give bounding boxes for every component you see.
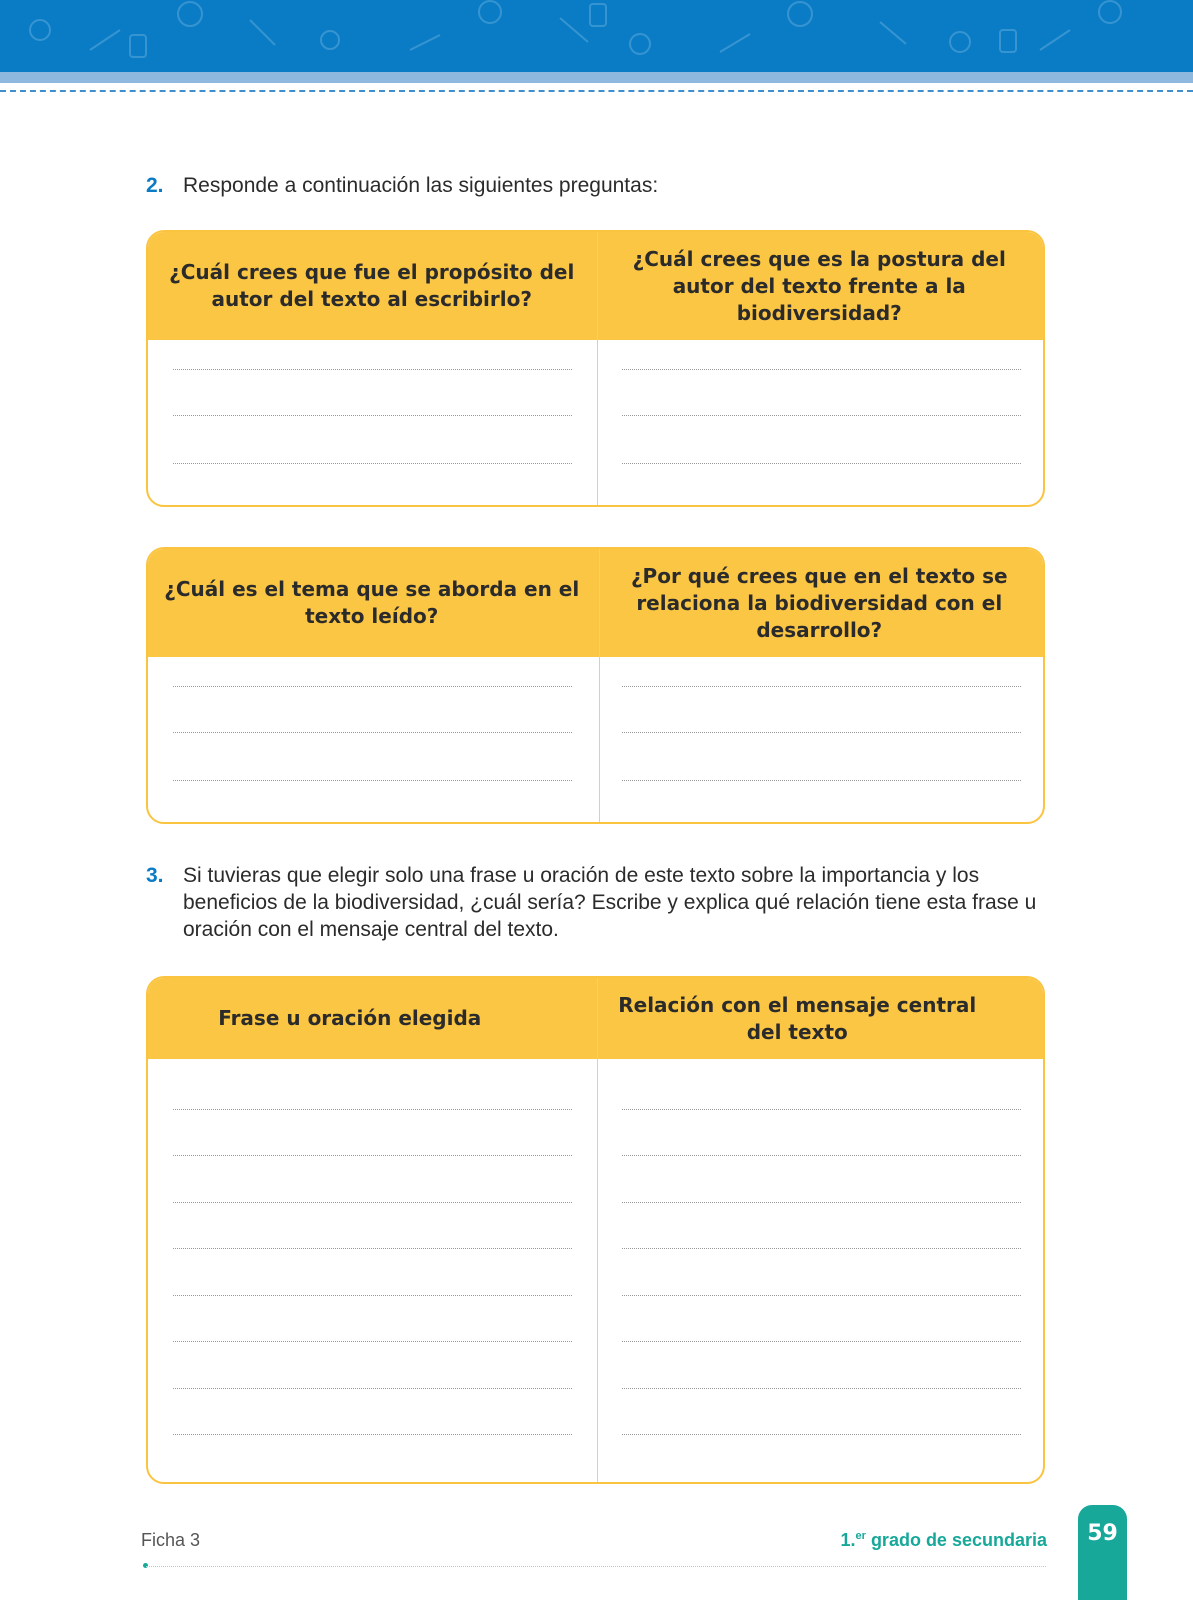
column-header: ¿Cuál crees que es la postura del autor del texto frente a la biodiversidad? [632, 246, 1006, 325]
doodle-pattern-icon [0, 0, 1193, 72]
answer-line[interactable] [173, 780, 572, 781]
question-number: 2. [146, 174, 164, 197]
grade-superscript: er [855, 1530, 866, 1542]
question-text: Responde a continuación las siguientes preguntas: [183, 174, 659, 197]
page-number: 59 [1078, 1505, 1127, 1600]
column-header: ¿Por qué crees que en el texto se relaciona la biodiversidad con el desarrollo? [630, 563, 1008, 642]
answer-line[interactable] [173, 686, 572, 687]
answer-line[interactable] [622, 463, 1021, 464]
answer-line[interactable] [622, 415, 1021, 416]
header-strip [0, 72, 1193, 83]
answer-line[interactable] [173, 1388, 572, 1389]
column-header: Frase u oración elegida [218, 1006, 482, 1030]
answer-line[interactable] [622, 1248, 1021, 1249]
answer-line[interactable] [622, 1109, 1021, 1110]
answer-line[interactable] [622, 1388, 1021, 1389]
answer-line[interactable] [622, 1341, 1021, 1342]
answer-line[interactable] [173, 415, 572, 416]
table-header [148, 978, 1043, 1059]
answer-table-1 [146, 230, 1045, 507]
answer-table-2 [146, 547, 1045, 824]
answer-line[interactable] [622, 732, 1021, 733]
answer-line[interactable] [173, 1341, 572, 1342]
header-dashed-rule [0, 90, 1193, 92]
answer-line[interactable] [173, 1295, 572, 1296]
answer-line[interactable] [173, 463, 572, 464]
table-header [148, 232, 1043, 340]
answer-line[interactable] [622, 1202, 1021, 1203]
answer-line[interactable] [173, 1109, 572, 1110]
footer-grade [841, 1530, 1047, 1551]
answer-line[interactable] [622, 780, 1021, 781]
column-header: Relación con el mensaje central del texto [618, 992, 977, 1044]
answer-line[interactable] [173, 1248, 572, 1249]
column-header: ¿Cuál es el tema que se aborda en el texto leído? [164, 577, 580, 628]
answer-line[interactable] [622, 1295, 1021, 1296]
answer-line[interactable] [173, 369, 572, 370]
table-header [148, 549, 1043, 657]
question-number: 3. [146, 864, 164, 887]
footer-ficha: Ficha 3 [141, 1530, 201, 1550]
question-3 [146, 862, 1046, 943]
answer-line[interactable] [622, 1434, 1021, 1435]
column-header: ¿Cuál crees que fue el propósito del autor del texto al escribirlo? [169, 260, 575, 311]
answer-line[interactable] [622, 369, 1021, 370]
grade-suffix: grado de secundaria [865, 1530, 1047, 1550]
answer-area[interactable] [148, 657, 1043, 822]
answer-line[interactable] [622, 1155, 1021, 1156]
footer-rule [146, 1566, 1046, 1567]
answer-line[interactable] [173, 1434, 572, 1435]
answer-line[interactable] [173, 1155, 572, 1156]
answer-area[interactable] [148, 1059, 1043, 1482]
answer-line[interactable] [173, 732, 572, 733]
answer-line[interactable] [622, 686, 1021, 687]
grade-prefix: 1. [840, 1530, 856, 1550]
question-text: Si tuvieras que elegir solo una frase u oración de este texto sobre la importancia y los beneficios de la biodiversidad, ¿cuál sería? Escribe y explica qué relación tiene esta frase u oración con el mensaje central del texto. [183, 864, 1037, 941]
answer-line[interactable] [173, 1202, 572, 1203]
answer-table-3 [146, 976, 1045, 1484]
answer-area[interactable] [148, 340, 1043, 505]
header-banner [0, 0, 1193, 72]
question-2 [146, 172, 1046, 199]
